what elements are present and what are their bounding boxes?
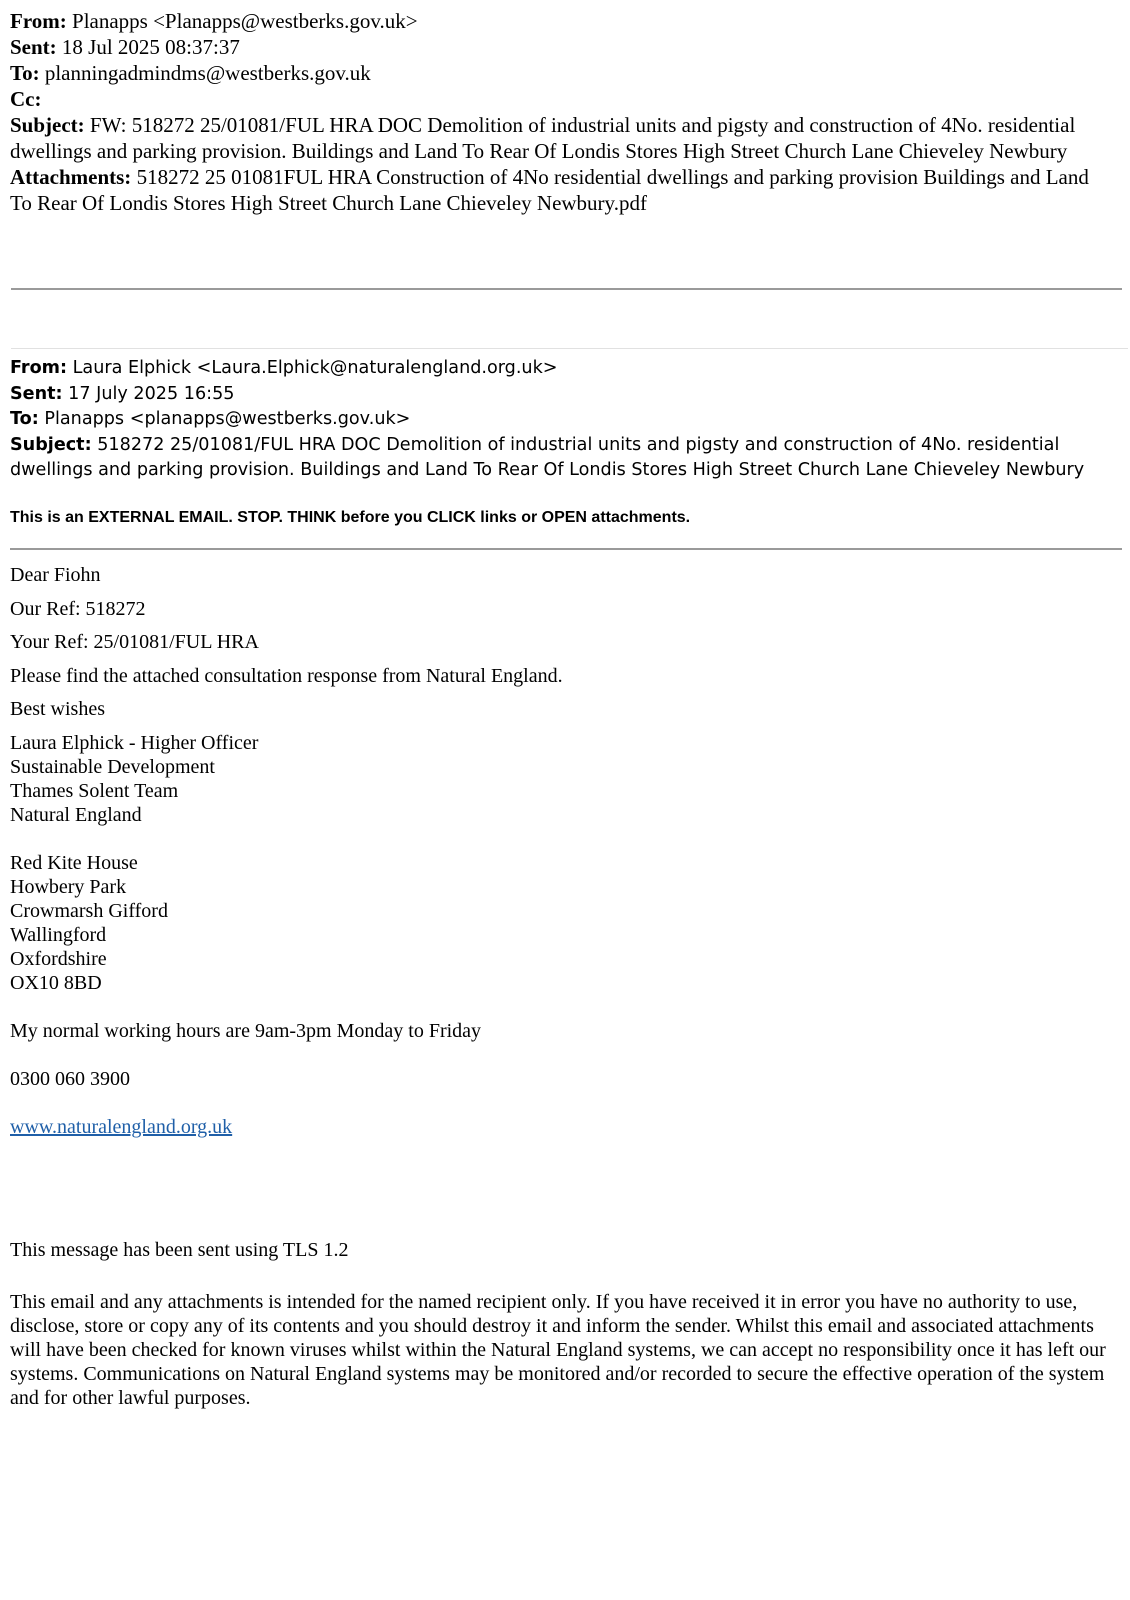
to-label: To: <box>10 61 40 85</box>
forward-subject-row <box>10 112 1100 164</box>
forward-email-header <box>10 8 1100 216</box>
your-ref: Your Ref: 25/01081/FUL HRA <box>10 631 259 654</box>
forward-from-row <box>10 8 1100 34</box>
sent-label: Sent: <box>10 383 63 404</box>
website-link[interactable]: www.naturalengland.org.uk <box>10 1115 233 1138</box>
address-line: Red Kite House <box>10 851 138 874</box>
original-subject-row <box>10 433 1120 484</box>
signature-line: Thames Solent Team <box>10 779 179 802</box>
address-line: Oxfordshire <box>10 947 107 970</box>
disclaimer: This email and any attachments is intended for the named recipient only. If you have received it in error you have no authority to use, disclose, store or copy any of its contents and you should destroy it and inform the sender. Whilst this email and associated attachments will have been checked for known viruses whilst within the Natural England systems, we can accept no responsibility once it has left our systems. Communications on Natural England systems may be monitored and/or recorded to secure the effective operation of the system and for other lawful purposes. <box>10 1291 1106 1409</box>
original-to-row <box>10 407 1120 433</box>
to-label: To: <box>10 409 39 429</box>
address-line: Crowmarsh Gifford <box>10 899 168 922</box>
attachments-label: Attachments: <box>10 165 132 189</box>
subject-value: 518272 25/01081/FUL HRA DOC Demolition of industrial units and pigsty and construction of 4No. residential dwellings and parking provision. Buildings and Land To Rear Of Londis Stores High Street Church Lane Chieveley Newbury <box>10 434 1085 480</box>
phone-number: 0300 060 3900 <box>10 1067 130 1090</box>
greeting: Dear Fiohn <box>10 564 101 586</box>
from-value: Planapps <Planapps@westberks.gov.uk> <box>72 9 418 33</box>
signoff: Best wishes <box>10 698 105 721</box>
subject-label: Subject: <box>10 113 85 137</box>
attachment-filename[interactable]: 518272 25 01081FUL HRA Construction of 4No residential dwellings and parking provision Buildings and Land To Rear Of Londis Stores High Street Church Lane Chieveley Newbury.pdf <box>10 165 1089 215</box>
signature-line: Laura Elphick - Higher Officer <box>10 731 259 754</box>
subject-value: FW: 518272 25/01081/FUL HRA DOC Demolition of industrial units and pigsty and construction of 4No. residential dwellings and parking provision. Buildings and Land To Rear Of Londis Stores High Street Church Lane Chieveley Newbury <box>10 113 1076 163</box>
forward-cc-row <box>10 86 1100 112</box>
to-value: Planapps <planapps@westberks.gov.uk> <box>44 409 411 429</box>
signature-line: Sustainable Development <box>10 755 215 778</box>
forward-to-row <box>10 60 1100 86</box>
original-email-header <box>10 356 1120 484</box>
header-divider <box>11 288 1122 290</box>
message-separator <box>11 348 1128 349</box>
signature <box>10 731 1122 827</box>
our-ref: Our Ref: 518272 <box>10 597 146 620</box>
forward-sent-row <box>10 34 1100 60</box>
working-hours: My normal working hours are 9am-3pm Monday to Friday <box>10 1019 482 1042</box>
email-body <box>10 563 1122 1139</box>
address-line: Howbery Park <box>10 875 127 898</box>
subject-label: Subject: <box>10 434 92 455</box>
cc-label: Cc: <box>10 87 42 111</box>
sent-label: Sent: <box>10 35 57 59</box>
original-from-row <box>10 356 1120 382</box>
address-line: Wallingford <box>10 923 107 946</box>
to-value: planningadmindms@westberks.gov.uk <box>44 61 371 85</box>
signature-line: Natural England <box>10 803 142 826</box>
forward-attachments-row <box>10 164 1100 216</box>
original-sent-row <box>10 382 1120 408</box>
from-value: Laura Elphick <Laura.Elphick@naturalengland.org.uk> <box>72 358 558 378</box>
postal-address <box>10 851 1122 995</box>
message-text: Please find the attached consultation response from Natural England. <box>10 664 563 687</box>
from-label: From: <box>10 9 67 33</box>
external-email-warning: This is an EXTERNAL EMAIL. STOP. THINK before you CLICK links or OPEN attachments. <box>10 509 691 526</box>
tls-note: This message has been sent using TLS 1.2 <box>10 1239 349 1261</box>
sent-value: 17 July 2025 16:55 <box>68 383 235 404</box>
sent-value: 18 Jul 2025 08:37:37 <box>61 35 240 59</box>
address-line: OX10 8BD <box>10 971 102 994</box>
warning-divider <box>10 548 1122 550</box>
from-label: From: <box>10 358 68 378</box>
